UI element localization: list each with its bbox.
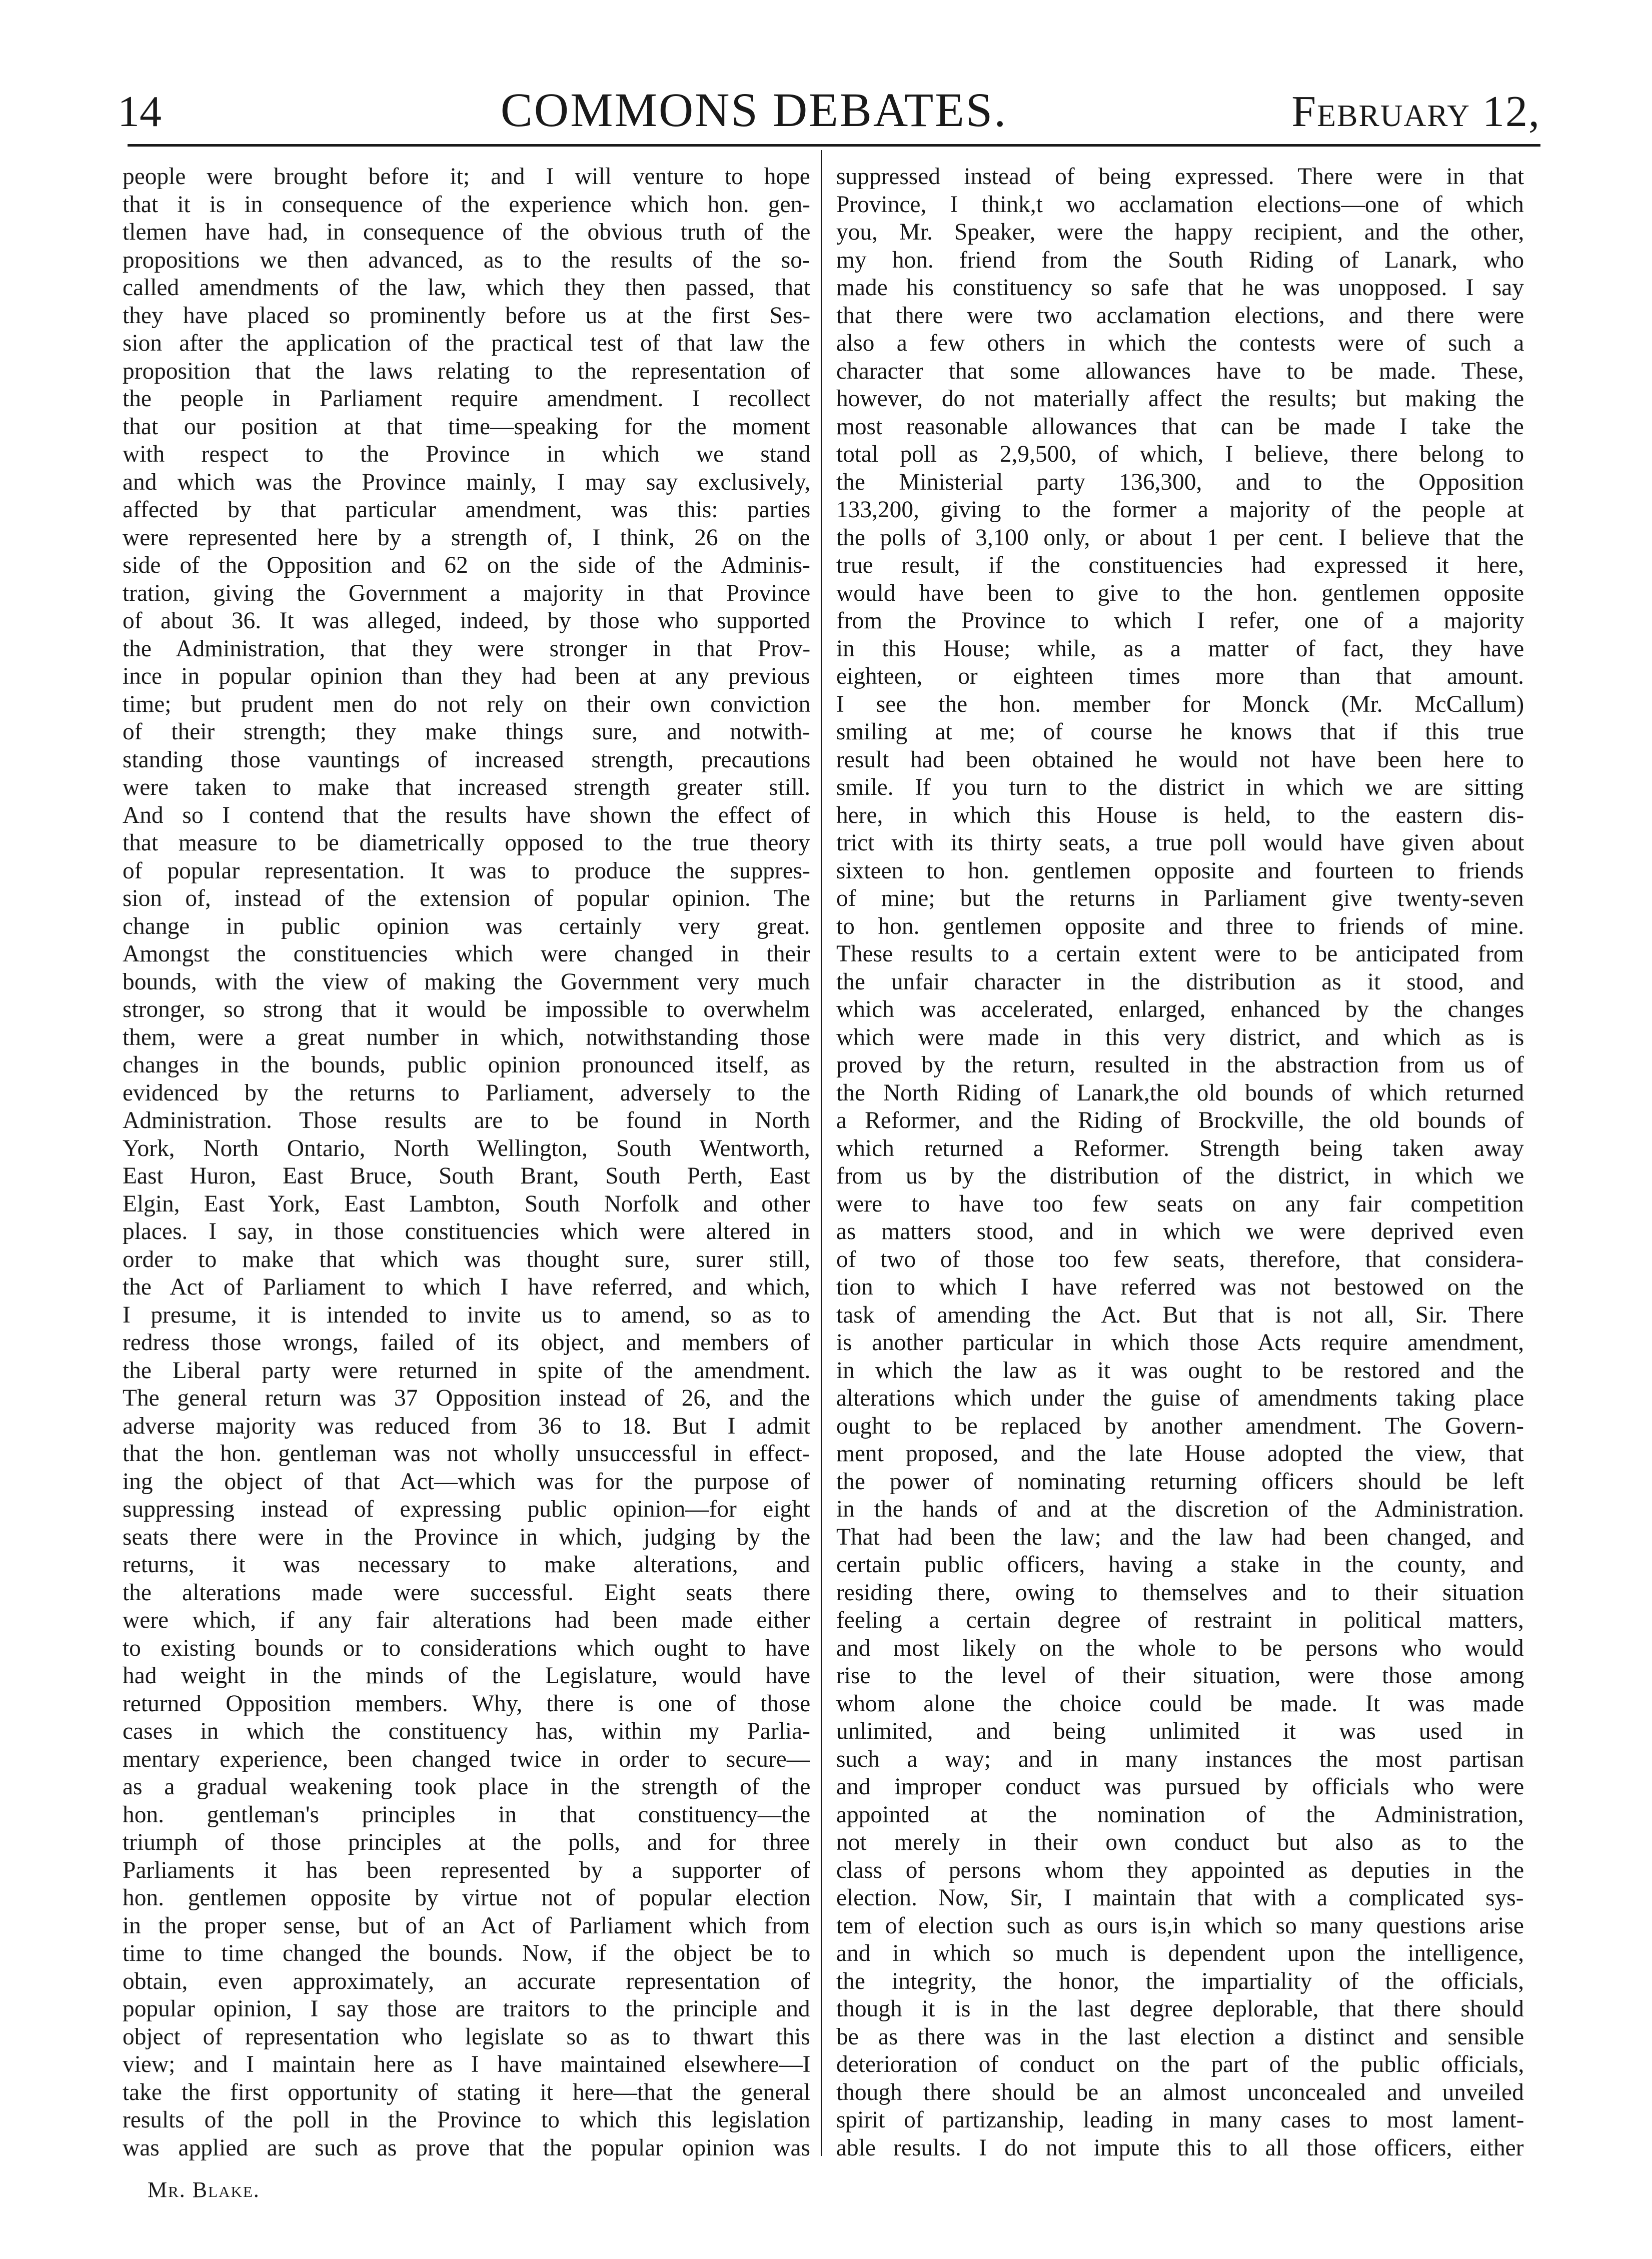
text-line: which were made in this very district, and which as is [836, 1024, 1524, 1050]
text-line: most reasonable allowances that can be made I take the [836, 413, 1524, 440]
text-line: places. I say, in those constituencies which were altered in [123, 1219, 810, 1245]
text-line: character that some allowances have to be made. These, [836, 358, 1524, 384]
right-column [836, 163, 1524, 2162]
text-line: election. Now, Sir, I maintain that with a complicated sys- [836, 1885, 1524, 1911]
text-line: unlimited, and being unlimited it was used in [836, 1718, 1524, 1744]
text-line: total poll as 2,9,500, of which, I believe, there belong to [836, 441, 1524, 467]
text-line: here, in which this House is held, to the eastern dis- [836, 802, 1524, 828]
text-line: change in public opinion was certainly very great. [123, 913, 810, 939]
text-line: ing the object of that Act—which was for the purpose of [123, 1468, 810, 1495]
text-line: also a few others in which the contests were of such a [836, 330, 1524, 356]
text-line: able results. I do not impute this to all those officers, either [836, 2134, 1524, 2161]
text-line: These results to a certain extent were to be anticipated from [836, 941, 1524, 967]
text-line: appointed at the nomination of the Administration, [836, 1801, 1524, 1828]
text-line: redress those wrongs, failed of its object, and members of [123, 1330, 810, 1356]
text-line: suppressed instead of being expressed. There were in that [836, 164, 1524, 190]
text-line: proved by the return, resulted in the abstraction from us of [836, 1052, 1524, 1078]
text-line: my hon. friend from the South Riding of Lanark, who [836, 247, 1524, 273]
text-line: with respect to the Province in which we stand [123, 441, 810, 467]
text-line: the alterations made were successful. Eight seats there [123, 1579, 810, 1606]
text-line: stronger, so strong that it would be impossible to overwhelm [123, 996, 810, 1022]
text-line: the integrity, the honor, the impartiality of the officials, [836, 1968, 1524, 1994]
text-line: certain public officers, having a stake in the county, and [836, 1552, 1524, 1578]
text-line: sixteen to hon. gentlemen opposite and fourteen to friends [836, 857, 1524, 884]
text-line: that there were two acclamation elections, and there were [836, 302, 1524, 329]
text-line: affected by that particular amendment, was this: parties [123, 497, 810, 523]
text-line: whom alone the choice could be made. It was made [836, 1690, 1524, 1717]
text-line: and in which so much is dependent upon the intelligence, [836, 1940, 1524, 1966]
text-line: which returned a Reformer. Strength being taken away [836, 1135, 1524, 1162]
text-line: is another particular in which those Acts require amendment, [836, 1330, 1524, 1356]
text-line: that the hon. gentleman was not wholly unsuccessful in effect- [123, 1441, 810, 1467]
text-line: That had been the law; and the law had been changed, and [836, 1524, 1524, 1550]
text-line: of two of those too few seats, therefore, that considera- [836, 1246, 1524, 1273]
text-line: Parliaments it has been represented by a supporter of [123, 1857, 810, 1883]
text-line: the power of nominating returning officers should be left [836, 1468, 1524, 1495]
text-line: object of representation who legislate so as to thwart this [123, 2023, 810, 2050]
text-line: the unfair character in the distribution as it stood, and [836, 968, 1524, 995]
text-line: of about 36. It was alleged, indeed, by those who supported [123, 608, 810, 634]
text-line: result had been obtained he would not have been here to [836, 746, 1524, 773]
page-date: February 12, [1291, 88, 1540, 136]
text-line: them, were a great number in which, notwithstanding those [123, 1024, 810, 1050]
text-line: to existing bounds or to considerations which ought to have [123, 1635, 810, 1661]
text-line: true result, if the constituencies had expressed it here, [836, 552, 1524, 578]
text-line: tion to which I have referred was not bestowed on the [836, 1274, 1524, 1300]
text-line: in the proper sense, but of an Act of Parliament which from [123, 1912, 810, 1939]
text-line: and most likely on the whole to be persons who would [836, 1635, 1524, 1661]
text-line: changes in the bounds, public opinion pronounced itself, as [123, 1052, 810, 1078]
text-line: they have placed so prominently before us at the first Ses- [123, 302, 810, 329]
text-line: propositions we then advanced, as to the results of the so- [123, 247, 810, 273]
text-line: such a way; and in many instances the most partisan [836, 1746, 1524, 1772]
text-line: tem of election such as ours is,in which so many questions arise [836, 1912, 1524, 1939]
text-line: called amendments of the law, which they then passed, that [123, 275, 810, 301]
text-line: had weight in the minds of the Legislature, would have [123, 1663, 810, 1689]
text-line: tration, giving the Government a majority in that Province [123, 580, 810, 606]
text-line: a Reformer, and the Riding of Brockville, the old bounds of [836, 1107, 1524, 1134]
text-line: smiling at me; of course he knows that if this true [836, 719, 1524, 745]
text-line: were taken to make that increased strength greater still. [123, 774, 810, 800]
text-line: spirit of partizanship, leading in many cases to most lament- [836, 2107, 1524, 2133]
text-line: Amongst the constituencies which were changed in their [123, 941, 810, 967]
text-line: hon. gentlemen opposite by virtue not of popular election [123, 1885, 810, 1911]
text-line: the polls of 3,100 only, or about 1 per cent. I believe that the [836, 524, 1524, 551]
text-line: And so I contend that the results have shown the effect of [123, 802, 810, 828]
text-line: adverse majority was reduced from 36 to 18. But I admit [123, 1413, 810, 1439]
text-line: trict with its thirty seats, a true poll would have given about [836, 830, 1524, 856]
text-line: ought to be replaced by another amendment. The Govern- [836, 1413, 1524, 1439]
text-line: the people in Parliament require amendment. I recollect [123, 386, 810, 412]
text-line: popular opinion, I say those are traitors to the principle and [123, 1996, 810, 2022]
text-line: residing there, owing to themselves and to their situation [836, 1579, 1524, 1606]
text-line: time; but prudent men do not rely on their own conviction [123, 691, 810, 717]
text-line: that it is in consequence of the experience which hon. gen- [123, 191, 810, 218]
text-line: hon. gentleman's principles in that constituency—the [123, 1801, 810, 1828]
text-line: were to have too few seats on any fair competition [836, 1191, 1524, 1217]
text-line: was applied are such as prove that the popular opinion was [123, 2134, 810, 2161]
text-line: The general return was 37 Opposition instead of 26, and the [123, 1385, 810, 1411]
text-line: seats there were in the Province in which, judging by the [123, 1524, 810, 1550]
text-line: were represented here by a strength of, I think, 26 on the [123, 524, 810, 551]
text-line: obtain, even approximately, an accurate representation of [123, 1968, 810, 1994]
text-line: which was accelerated, enlarged, enhanced by the changes [836, 996, 1524, 1022]
text-line: and improper conduct was pursued by officials who were [836, 1774, 1524, 1800]
text-line: Administration. Those results are to be found in North [123, 1107, 810, 1134]
header-rule [128, 144, 1540, 147]
text-line: time to time changed the bounds. Now, if the object be to [123, 1940, 810, 1966]
text-line: deterioration of conduct on the part of the public officials, [836, 2051, 1524, 2077]
text-line: the Liberal party were returned in spite of the amendment. [123, 1357, 810, 1384]
text-line: in which the law as it was ought to be restored and the [836, 1357, 1524, 1384]
text-line: cases in which the constituency has, within my Parlia- [123, 1718, 810, 1744]
text-line: that measure to be diametrically opposed to the true theory [123, 830, 810, 856]
page-header [118, 74, 1540, 137]
text-line: in this House; while, as a matter of fact, they have [836, 635, 1524, 662]
text-line: of mine; but the returns in Parliament give twenty-seven [836, 885, 1524, 911]
speaker-signature: Mr. Blake. [148, 2177, 260, 2202]
text-line: ince in popular opinion than they had been at any previous [123, 663, 810, 689]
text-line: you, Mr. Speaker, were the happy recipient, and the other, [836, 219, 1524, 245]
text-line: side of the Opposition and 62 on the side of the Adminis- [123, 552, 810, 578]
text-line: eighteen, or eighteen times more than that amount. [836, 663, 1524, 689]
page-number: 14 [118, 88, 162, 136]
text-line: proposition that the laws relating to the representation of [123, 358, 810, 384]
text-line: to hon. gentlemen opposite and three to friends of mine. [836, 913, 1524, 939]
text-line: standing those vauntings of increased strength, precautions [123, 746, 810, 773]
text-line: task of amending the Act. But that is not all, Sir. There [836, 1302, 1524, 1328]
text-line: class of persons whom they appointed as deputies in the [836, 1857, 1524, 1883]
text-line: as matters stood, and in which we were deprived even [836, 1219, 1524, 1245]
text-line: of their strength; they make things sure, and notwith- [123, 719, 810, 745]
text-line: rise to the level of their situation, were those among [836, 1663, 1524, 1689]
text-line: not merely in their own conduct but also as to the [836, 1829, 1524, 1855]
publication-title: COMMONS DEBATES. [500, 83, 1008, 137]
text-line: ment proposed, and the late House adopted the view, that [836, 1441, 1524, 1467]
text-line: made his constituency so safe that he was unopposed. I say [836, 275, 1524, 301]
text-line: I see the hon. member for Monck (Mr. McCallum) [836, 691, 1524, 717]
text-line: people were brought before it; and I will venture to hope [123, 164, 810, 190]
text-line: the Administration, that they were stronger in that Prov- [123, 635, 810, 662]
text-line: be as there was in the last election a distinct and sensible [836, 2023, 1524, 2050]
text-line: though there should be an almost unconcealed and unveiled [836, 2079, 1524, 2105]
text-line: the North Riding of Lanark,the old bounds of which returned [836, 1079, 1524, 1106]
text-line: returns, it was necessary to make alterations, and [123, 1552, 810, 1578]
text-line: take the first opportunity of stating it here—that the general [123, 2079, 810, 2105]
text-line: though it is in the last degree deplorable, that there should [836, 1996, 1524, 2022]
text-line: returned Opposition members. Why, there is one of those [123, 1690, 810, 1717]
text-line: from the Province to which I refer, one of a majority [836, 608, 1524, 634]
text-line: as a gradual weakening took place in the strength of the [123, 1774, 810, 1800]
text-line: triumph of those principles at the polls, and for three [123, 1829, 810, 1855]
text-line: York, North Ontario, North Wellington, South Wentworth, [123, 1135, 810, 1162]
text-line: mentary experience, been changed twice in order to secure— [123, 1746, 810, 1772]
text-line: in the hands of and at the discretion of the Administration. [836, 1496, 1524, 1522]
text-line: feeling a certain degree of restraint in political matters, [836, 1607, 1524, 1633]
text-line: smile. If you turn to the district in which we are sitting [836, 774, 1524, 800]
text-line: sion of, instead of the extension of popular opinion. The [123, 885, 810, 911]
text-line: and which was the Province mainly, I may say exclusively, [123, 469, 810, 495]
text-line: of popular representation. It was to produce the suppres- [123, 857, 810, 884]
text-line: tlemen have had, in consequence of the obvious truth of the [123, 219, 810, 245]
text-line: that our position at that time—speaking for the moment [123, 413, 810, 440]
text-line: Elgin, East York, East Lambton, South Norfolk and other [123, 1191, 810, 1217]
text-line: were which, if any fair alterations had been made either [123, 1607, 810, 1633]
text-line: order to make that which was thought sure, surer still, [123, 1246, 810, 1273]
text-line: Province, I think,t wo acclamation elections—one of which [836, 191, 1524, 218]
text-line: would have been to give to the hon. gentlemen opposite [836, 580, 1524, 606]
text-line: from us by the distribution of the district, in which we [836, 1163, 1524, 1189]
text-line: the Act of Parliament to which I have referred, and which, [123, 1274, 810, 1300]
text-line: East Huron, East Bruce, South Brant, South Perth, East [123, 1163, 810, 1189]
text-line: the Ministerial party 136,300, and to the Opposition [836, 469, 1524, 495]
text-line: sion after the application of the practical test of that law the [123, 330, 810, 356]
text-line: view; and I maintain here as I have maintained elsewhere—I [123, 2051, 810, 2077]
text-line: bounds, with the view of making the Government very much [123, 968, 810, 995]
text-line: alterations which under the guise of amendments taking place [836, 1385, 1524, 1411]
text-line: suppressing instead of expressing public opinion—for eight [123, 1496, 810, 1522]
left-column [123, 163, 810, 2162]
text-line: 133,200, giving to the former a majority of the people at [836, 497, 1524, 523]
text-line: evidenced by the returns to Parliament, adversely to the [123, 1079, 810, 1106]
text-line: results of the poll in the Province to which this legislation [123, 2107, 810, 2133]
column-divider [821, 150, 822, 2156]
text-line: however, do not materially affect the results; but making the [836, 386, 1524, 412]
text-line: I presume, it is intended to invite us to amend, so as to [123, 1302, 810, 1328]
